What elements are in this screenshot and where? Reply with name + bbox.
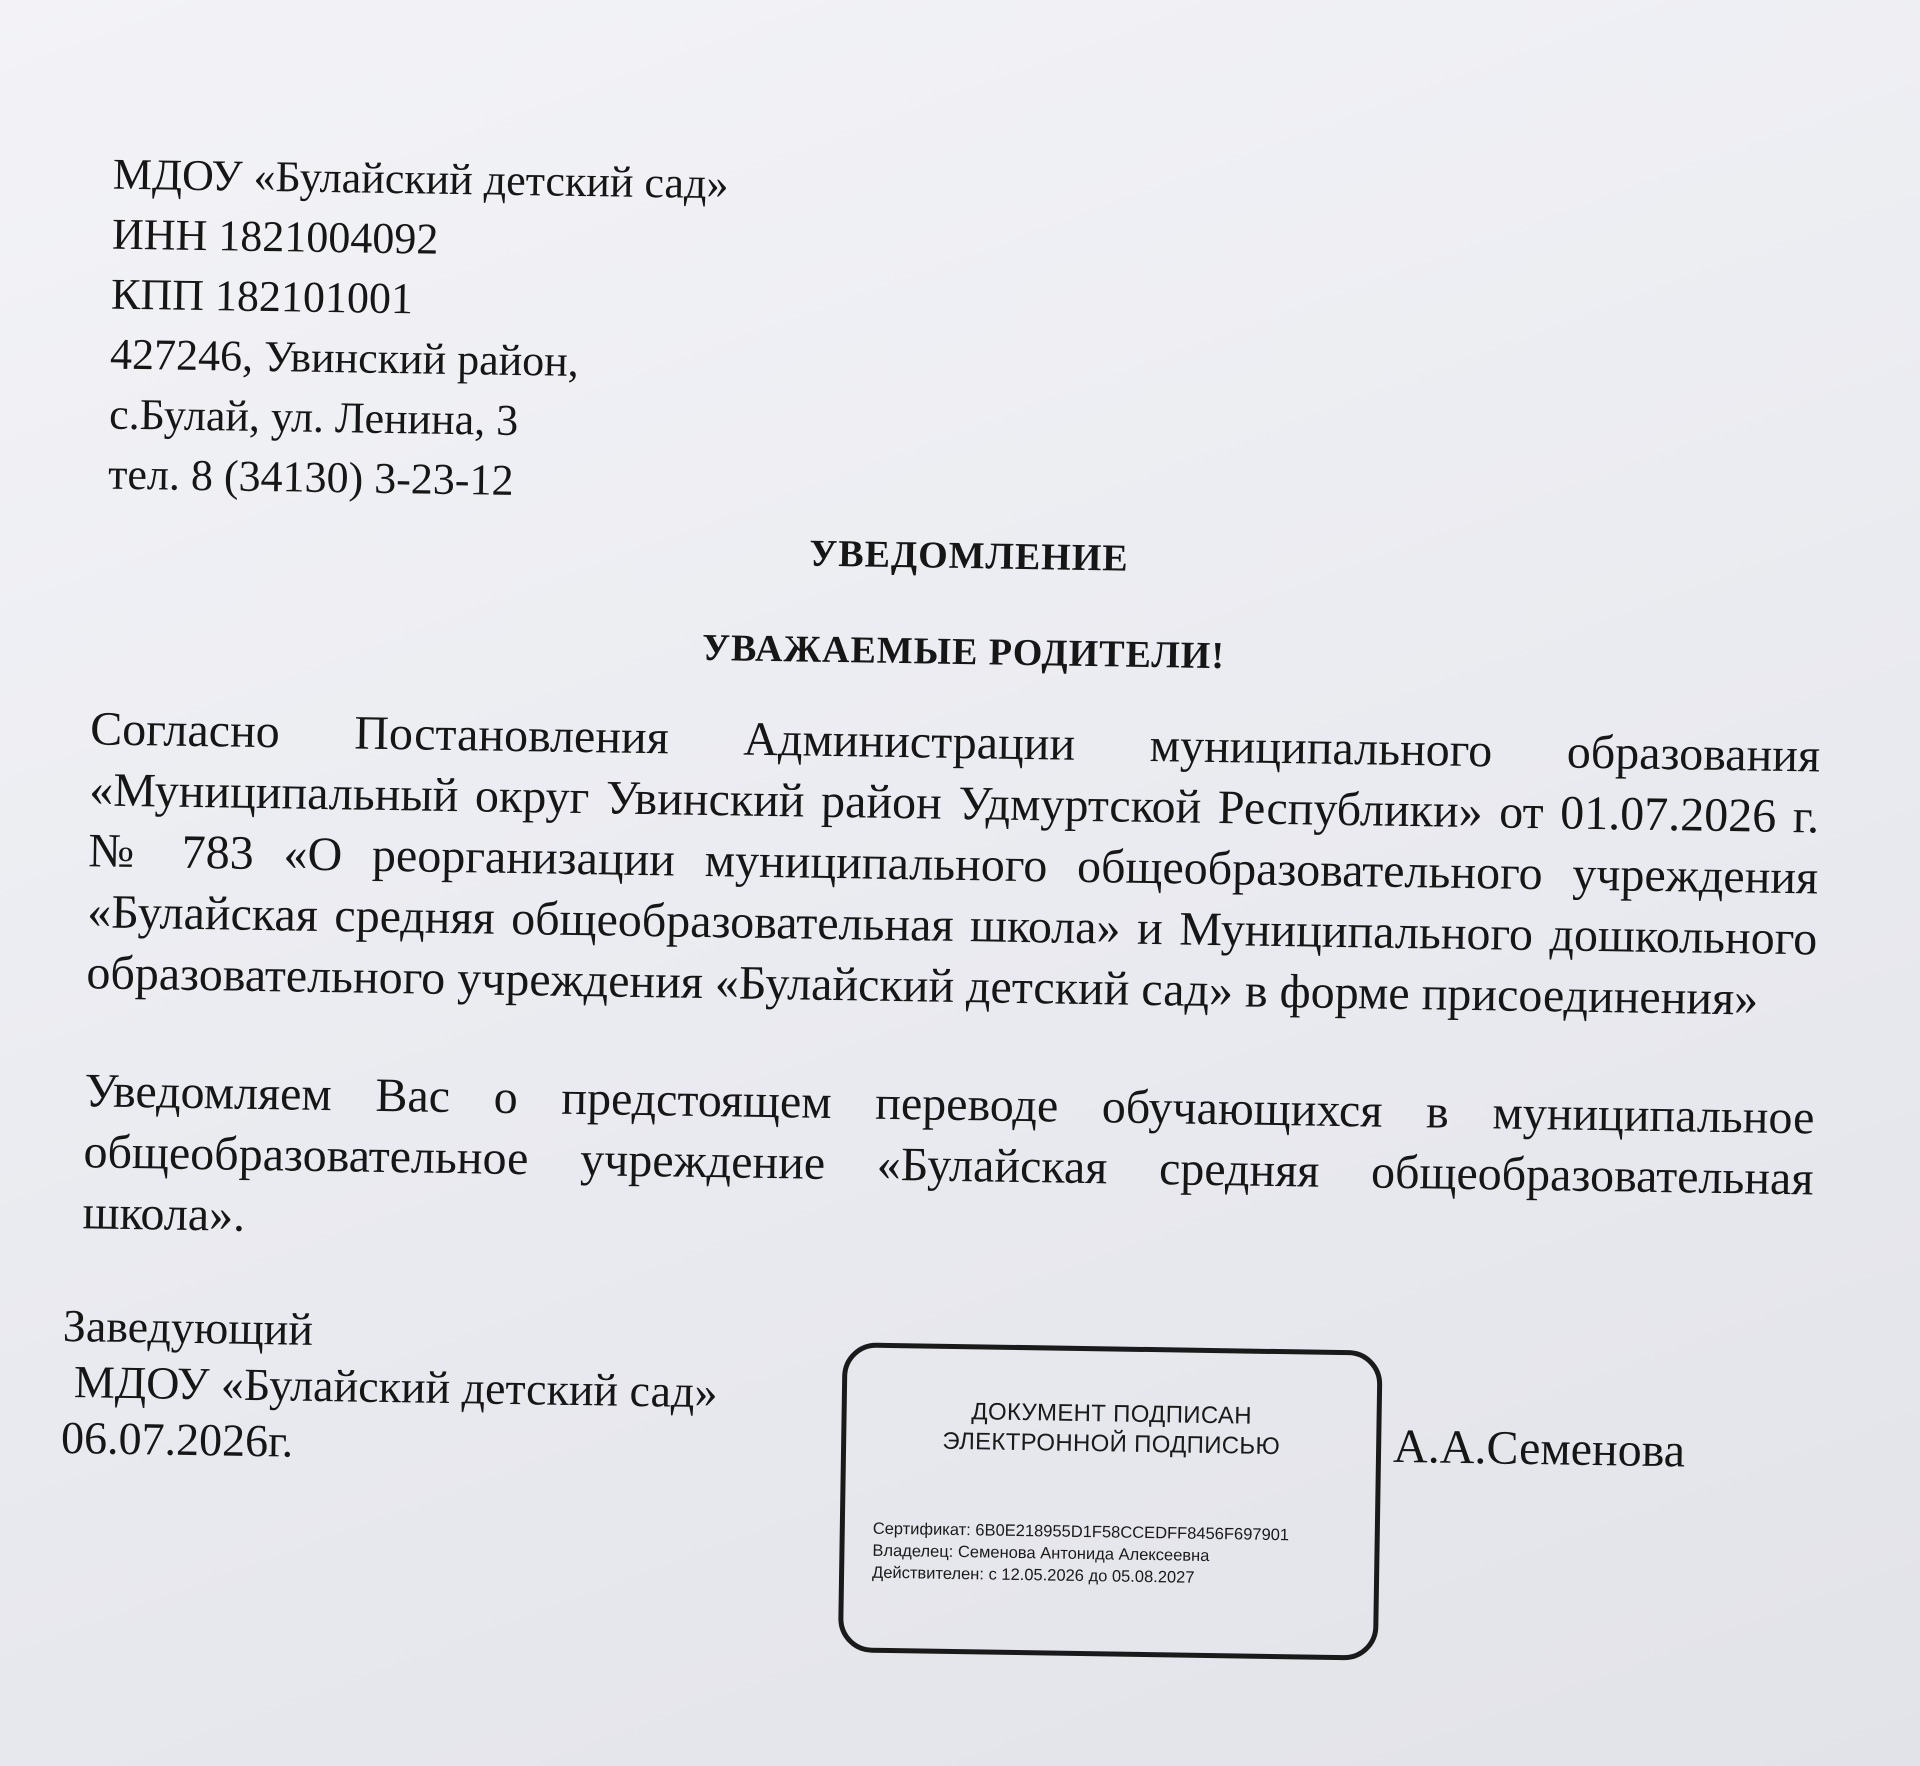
stamp-validity: Действителен: с 12.05.2026 до 05.08.2027 [871, 1563, 1195, 1587]
stamp-title [846, 1395, 1377, 1463]
header-address-line-1: 427246, Увинский район, [109, 329, 580, 386]
header-phone: тел. 8 (34130) 3-23-12 [107, 449, 514, 505]
signature-date: 06.07.2026г. [60, 1411, 294, 1467]
electronic-signature-stamp [838, 1342, 1383, 1660]
document-salutation: УВАЖАЕМЫЕ РОДИТЕЛИ! [701, 626, 1226, 678]
stamp-details [872, 1518, 1289, 1591]
signatory-name: А.А.Семенова [1392, 1419, 1686, 1478]
signatory-position: Заведующий [62, 1299, 314, 1355]
header-inn: ИНН 1821004092 [111, 209, 439, 264]
header-org-name: МДОУ «Булайский детский сад» [112, 149, 729, 209]
body-paragraph-2: Уведомляем Вас о предстоящем переводе обучающихся в муниципальное общеобразовательное учреждение «Булайская средняя общеобразовательная школа». [82, 1064, 1815, 1242]
header-address-line-2: с.Булай, ул. Ленина, 3 [108, 389, 519, 446]
document-title: УВЕДОМЛЕНИЕ [809, 532, 1130, 580]
body-paragraph-1: Согласно Постановления Администрации муниципального образования «Муниципальный округ Увинский район Удмуртской Республики» от 01.07.2026 г. № 783 «О реорганизации муниципального общеобразовательного учреждения «Булайская средняя общеобразовательная школа» и Муниципального дошкольного образовательного учреждения «Булайский детский сад» в форме присоединения» [86, 702, 1821, 1026]
stamp-title-line-1: ДОКУМЕНТ ПОДПИСАН [971, 1398, 1253, 1430]
signature-block [61, 1298, 719, 1476]
stamp-title-line-2: ЭЛЕКТРОННОЙ ПОДПИСЬЮ [942, 1427, 1281, 1461]
header-kpp: КПП 182101001 [110, 269, 414, 324]
organization-header [108, 145, 729, 515]
stamp-certificate: Сертификат: 6B0E218955D1F58CCEDFF8456F697901 [872, 1519, 1290, 1545]
signatory-organization: МДОУ «Булайский детский сад» [73, 1356, 718, 1418]
stamp-owner: Владелец: Семенова Антонида Алексеевна [872, 1541, 1210, 1565]
